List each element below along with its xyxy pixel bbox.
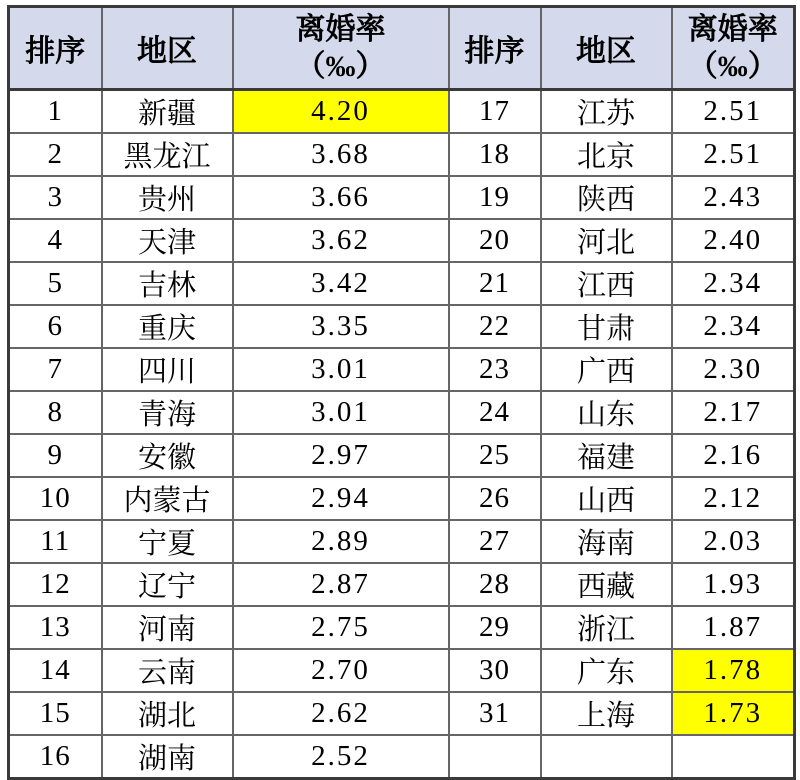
- rate-cell: 2.30: [672, 348, 795, 391]
- rank-cell: 1: [9, 90, 102, 134]
- region-cell: 北京: [541, 133, 672, 176]
- region-cell: 江西: [541, 262, 672, 305]
- region-cell: 新疆: [102, 90, 233, 134]
- rank-cell: 7: [9, 348, 102, 391]
- table-row: [9, 434, 795, 477]
- region-cell: 内蒙古: [102, 477, 233, 520]
- rank-cell: 23: [449, 348, 541, 391]
- rate-cell: 3.62: [233, 219, 449, 262]
- rank-cell: 6: [9, 305, 102, 348]
- region-cell: 山西: [541, 477, 672, 520]
- rank-cell: 4: [9, 219, 102, 262]
- divorce-rate-table: [7, 5, 796, 780]
- table-row: [9, 219, 795, 262]
- table-row: [9, 133, 795, 176]
- region-cell: 云南: [102, 649, 233, 692]
- rate-cell: 3.01: [233, 391, 449, 434]
- rate-cell: 2.43: [672, 176, 795, 219]
- rank-cell: 15: [9, 692, 102, 735]
- header-region-left: 地区: [102, 7, 233, 90]
- rank-cell: 17: [449, 90, 541, 134]
- header-rate-line1: 离婚率: [687, 13, 778, 46]
- region-cell: 四川: [102, 348, 233, 391]
- rank-cell: 5: [9, 262, 102, 305]
- region-cell: 甘肃: [541, 305, 672, 348]
- rank-cell: 22: [449, 305, 541, 348]
- region-cell: 宁夏: [102, 520, 233, 563]
- header-region-right: 地区: [541, 7, 672, 90]
- region-cell: 吉林: [102, 262, 233, 305]
- rate-cell: 2.62: [233, 692, 449, 735]
- rank-cell: 21: [449, 262, 541, 305]
- region-cell: 海南: [541, 520, 672, 563]
- header-rate-line1: 离婚率: [295, 13, 386, 46]
- rate-cell: 2.97: [233, 434, 449, 477]
- rate-cell: 1.73: [672, 692, 795, 735]
- rank-cell: 18: [449, 133, 541, 176]
- table-row: [9, 262, 795, 305]
- rank-cell: 13: [9, 606, 102, 649]
- table-row: [9, 606, 795, 649]
- rate-cell: 2.03: [672, 520, 795, 563]
- region-cell: 福建: [541, 434, 672, 477]
- rate-cell: 3.01: [233, 348, 449, 391]
- region-cell: 山东: [541, 391, 672, 434]
- region-cell: 贵州: [102, 176, 233, 219]
- region-cell: 河北: [541, 219, 672, 262]
- region-cell: 广东: [541, 649, 672, 692]
- table-row: [9, 735, 795, 779]
- rate-cell: [672, 735, 795, 779]
- rate-cell: 2.34: [672, 262, 795, 305]
- rate-cell: 2.51: [672, 133, 795, 176]
- table-body: [9, 90, 795, 779]
- rank-cell: 12: [9, 563, 102, 606]
- rate-cell: 2.34: [672, 305, 795, 348]
- rate-cell: 4.20: [233, 90, 449, 134]
- region-cell: 天津: [102, 219, 233, 262]
- region-cell: 湖南: [102, 735, 233, 779]
- page: [7, 5, 793, 780]
- table-row: [9, 520, 795, 563]
- rate-cell: 2.52: [233, 735, 449, 779]
- rank-cell: 16: [9, 735, 102, 779]
- rank-cell: 11: [9, 520, 102, 563]
- region-cell: 江苏: [541, 90, 672, 134]
- rate-cell: 3.68: [233, 133, 449, 176]
- header-rate-line2: （‰）: [687, 50, 778, 83]
- region-cell: 西藏: [541, 563, 672, 606]
- region-cell: 安徽: [102, 434, 233, 477]
- rate-cell: 1.87: [672, 606, 795, 649]
- rate-cell: 1.93: [672, 563, 795, 606]
- table-row: [9, 391, 795, 434]
- rate-cell: 2.51: [672, 90, 795, 134]
- rank-cell: 14: [9, 649, 102, 692]
- table-row: [9, 348, 795, 391]
- region-cell: 浙江: [541, 606, 672, 649]
- table-row: [9, 176, 795, 219]
- rate-cell: 2.17: [672, 391, 795, 434]
- rank-cell: 30: [449, 649, 541, 692]
- rank-cell: 28: [449, 563, 541, 606]
- header-rank-left: 排序: [9, 7, 102, 90]
- region-cell: 陕西: [541, 176, 672, 219]
- rank-cell: 25: [449, 434, 541, 477]
- rate-cell: 2.16: [672, 434, 795, 477]
- rate-cell: 2.89: [233, 520, 449, 563]
- table-row: [9, 692, 795, 735]
- rank-cell: 24: [449, 391, 541, 434]
- rate-cell: 1.78: [672, 649, 795, 692]
- rank-cell: 19: [449, 176, 541, 219]
- table-row: [9, 563, 795, 606]
- region-cell: 上海: [541, 692, 672, 735]
- table-row: [9, 90, 795, 134]
- rate-cell: 2.75: [233, 606, 449, 649]
- rank-cell: 20: [449, 219, 541, 262]
- rank-cell: 26: [449, 477, 541, 520]
- region-cell: 湖北: [102, 692, 233, 735]
- region-cell: 河南: [102, 606, 233, 649]
- rate-cell: 2.70: [233, 649, 449, 692]
- rank-cell: 27: [449, 520, 541, 563]
- rate-cell: 2.12: [672, 477, 795, 520]
- rank-cell: 31: [449, 692, 541, 735]
- rank-cell: [449, 735, 541, 779]
- table-row: [9, 477, 795, 520]
- header-rate-line2: （‰）: [295, 50, 386, 83]
- region-cell: 黑龙江: [102, 133, 233, 176]
- region-cell: 重庆: [102, 305, 233, 348]
- rank-cell: 2: [9, 133, 102, 176]
- table-row: [9, 305, 795, 348]
- rank-cell: 9: [9, 434, 102, 477]
- header-row: [9, 7, 795, 90]
- rate-cell: 2.87: [233, 563, 449, 606]
- rate-cell: 2.94: [233, 477, 449, 520]
- rate-cell: 3.35: [233, 305, 449, 348]
- region-cell: 辽宁: [102, 563, 233, 606]
- rank-cell: 29: [449, 606, 541, 649]
- rank-cell: 3: [9, 176, 102, 219]
- region-cell: 青海: [102, 391, 233, 434]
- table-row: [9, 649, 795, 692]
- header-rate-right: [672, 7, 795, 90]
- header-rank-right: 排序: [449, 7, 541, 90]
- rank-cell: 8: [9, 391, 102, 434]
- table-header: [9, 7, 795, 90]
- rate-cell: 3.66: [233, 176, 449, 219]
- header-rate-left: [233, 7, 449, 90]
- rate-cell: 3.42: [233, 262, 449, 305]
- region-cell: [541, 735, 672, 779]
- region-cell: 广西: [541, 348, 672, 391]
- rate-cell: 2.40: [672, 219, 795, 262]
- rank-cell: 10: [9, 477, 102, 520]
